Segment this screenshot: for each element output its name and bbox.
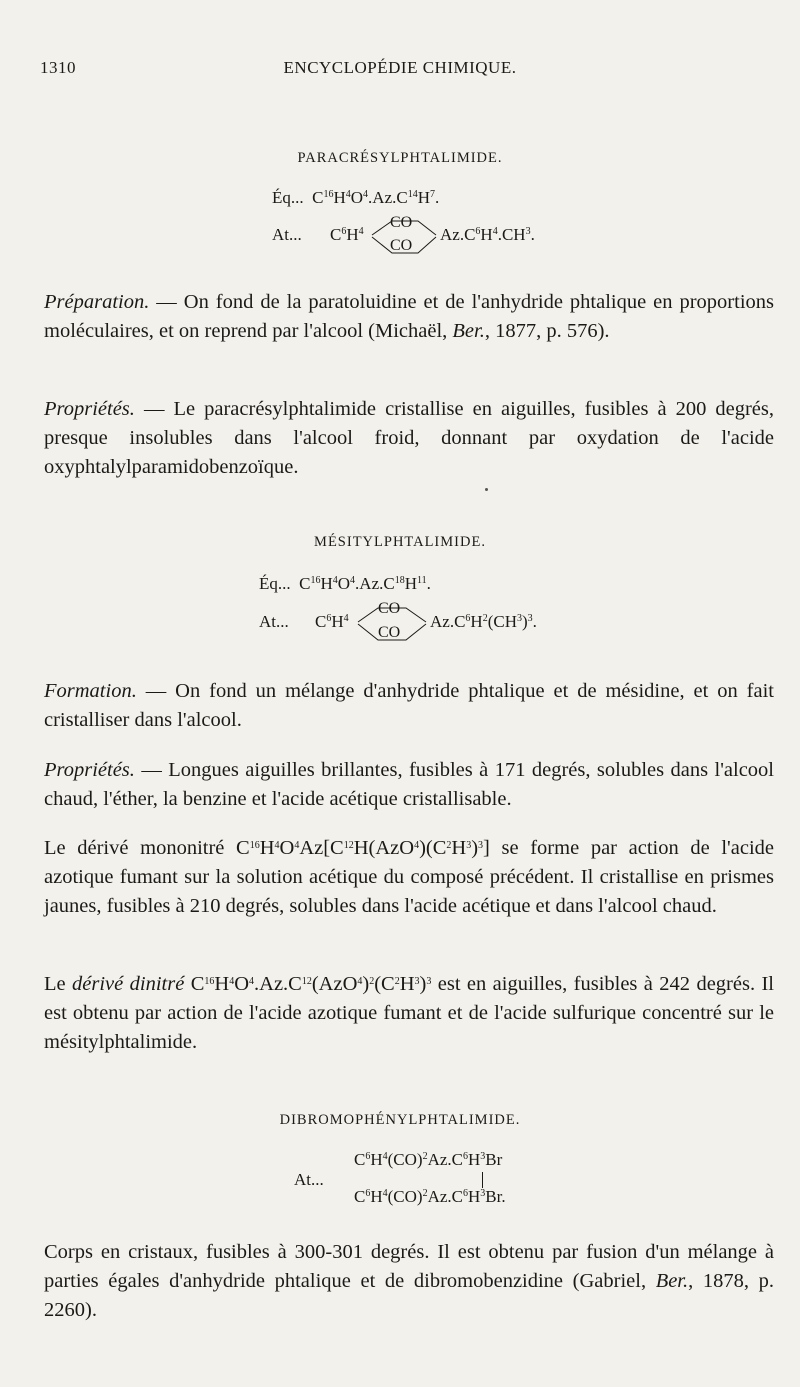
dibromo-text-a: Corps en cristaux, fusibles à 300-301 degrés. Il est obtenu par fusion d'un mélange à parties égales d'anhydride phtalique et de dibromobenzidine (Gabriel, — [44, 1241, 774, 1292]
preparation-paragraph — [44, 288, 774, 346]
speck — [485, 488, 488, 491]
preparation-end: , 1877, p. 576). — [484, 320, 610, 342]
preparation-lead: Préparation. — [44, 291, 150, 313]
section-title-paracresylphtalimide: PARACRÉSYLPHTALIMIDE. — [297, 150, 503, 166]
dinitre-text-b: $C^{16}H^4O^4.Az.C^{12}(AzO^4)^2(C^2H^3)^3$ est en aiguilles, fusibles à 242 degrés. Il est obtenu par action de l'acide azotique fumant et de l'acide sulfurique concentré sur le mésitylphtalimide. — [44, 973, 774, 1053]
properties-lead: Propriétés. — [44, 398, 135, 420]
mononitre-text: Le dérivé mononitré $C^{16}H^4O^4Az[C^{12}H(AzO^4)(C^2H^3)^3]$ se forme par action de l'acide azotique fumant sur la solution acétique du composé précédent. Il cristallise en prismes jaunes, fusibles à 210 degrés, solubles dans l'acide acétique et dans l'alcool chaud. — [44, 837, 774, 917]
at-formula-left-2: $C^6H^4$ — [315, 612, 349, 631]
page-number: 1310 — [40, 58, 76, 77]
dibromo-formula-line-2: $C^6H^4(CO)^2Az.C^6H^3Br$. — [354, 1187, 506, 1206]
at-formula-right-2: $Az.C^6H^2(CH^3)^3$. — [430, 612, 537, 631]
eq-formula: $C^{16}H^4O^4.Az.C^{14}H^7$. — [312, 188, 440, 207]
section-title-dibromophenylphtalimide: DIBROMOPHÉNYLPHTALIMIDE. — [279, 1112, 521, 1128]
at-formula-left: $C^6H^4$ — [330, 225, 364, 244]
properties-lead-2: Propriétés. — [44, 759, 135, 781]
dinitre-lead: dérivé dinitré — [72, 973, 185, 995]
co-lower: CO — [390, 237, 413, 254]
dinitre-text-a: Le — [44, 973, 73, 995]
section-title-mesitylphtalimide: MÉSITYLPHTALIMIDE. — [314, 534, 486, 550]
dibromo-ref: Ber. — [655, 1270, 689, 1292]
eq-formula-2: $C^{16}H^4O^4.Az.C^{18}H^{11}$. — [299, 574, 431, 593]
formation-text: — On fond un mélange d'anhydride phtalique et de mésidine, et on fait cristalliser dans l'alcool. — [44, 680, 774, 731]
dibromo-paragraph — [44, 1238, 774, 1325]
bond-line — [482, 1172, 483, 1188]
page-header — [40, 58, 760, 82]
at-formula-label-2: At... — [259, 612, 289, 631]
co-upper-2: CO — [378, 600, 401, 617]
formation-paragraph — [44, 677, 774, 735]
mononitre-paragraph — [44, 834, 774, 921]
dibromo-at-label: At... — [294, 1170, 324, 1189]
at-formula-right: $Az.C^6H^4.CH^3$. — [440, 225, 535, 244]
formation-lead: Formation. — [44, 680, 137, 702]
properties-text-2: — Longues aiguilles brillantes, fusibles à 171 degrés, solubles dans l'alcool chaud, l'éther, la benzine et l'acide acétique cristallisable. — [44, 759, 774, 810]
properties-text: — Le paracrésylphtalimide cristallise en aiguilles, fusibles à 200 degrés, presque insolubles dans l'alcool froid, donnant par oxydation de l'acide oxyphtalylparamidobenzoïque. — [44, 398, 774, 478]
running-title: ENCYCLOPÉDIE CHIMIQUE. — [283, 58, 517, 77]
at-formula-label: At... — [272, 225, 302, 244]
dibromo-text-b: , 1878, p. 2260). — [44, 1270, 774, 1321]
eq-label-2: Éq... — [259, 574, 291, 593]
dinitre-paragraph — [44, 970, 774, 1057]
co-upper: CO — [390, 214, 413, 231]
eq-formula-line-2 — [259, 574, 431, 594]
preparation-ref: Ber. — [452, 320, 485, 342]
preparation-text: — On fond de la paratoluidine et de l'anhydride phtalique en proportions moléculaires, et on reprend par l'alcool (Michaël, — [44, 291, 774, 342]
co-lower-2: CO — [378, 624, 401, 641]
eq-formula-line — [272, 188, 439, 208]
eq-label: Éq... — [272, 188, 304, 207]
dibromo-formula-line-1: $C^6H^4(CO)^2Az.C^6H^3Br$ — [354, 1150, 503, 1169]
properties-paragraph-2 — [44, 756, 774, 814]
properties-paragraph-1 — [44, 395, 774, 482]
